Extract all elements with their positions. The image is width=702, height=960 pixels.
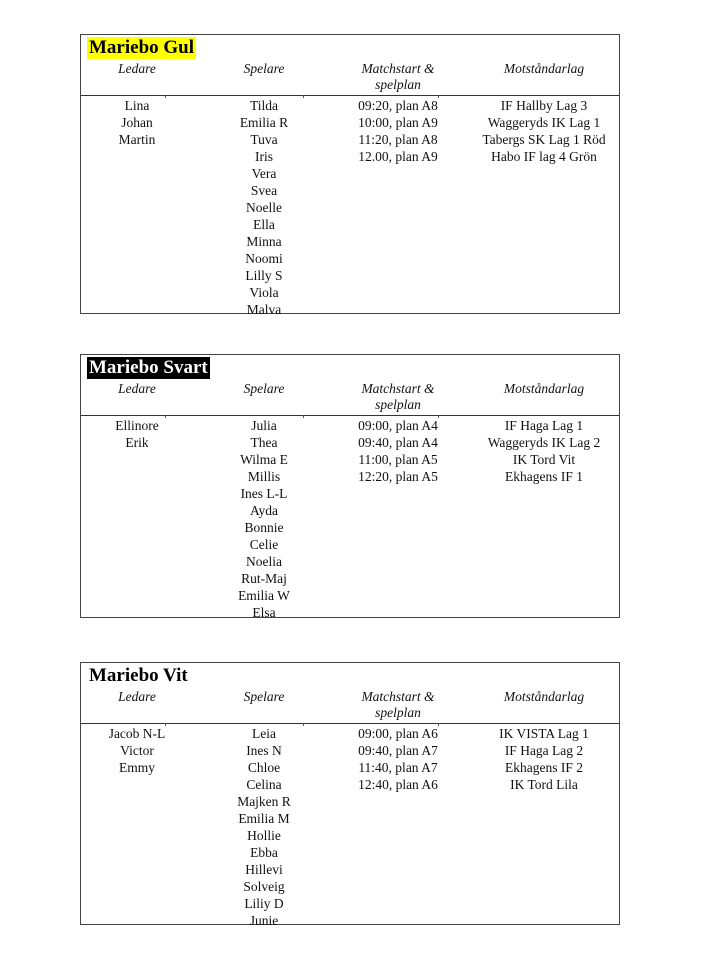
leaders-list [81, 97, 193, 148]
matches-list [331, 97, 465, 165]
match-time: 10:00, plan A9 [358, 115, 438, 130]
opponent-team: Habo IF lag 4 Grön [491, 149, 597, 164]
match-time: 09:00, plan A6 [358, 726, 438, 741]
player-name: Wilma E [240, 452, 288, 467]
header-match [331, 381, 465, 413]
player-name: Celie [249, 537, 279, 552]
players-list [211, 97, 317, 318]
header-opponents: Motståndarlag [503, 381, 585, 396]
leaders-list [81, 725, 193, 776]
header-players: Spelare [243, 61, 285, 76]
leader-name: Erik [125, 435, 149, 450]
leader-name: Ellinore [115, 418, 159, 433]
opponents-list [469, 725, 619, 793]
match-time: 12:20, plan A5 [358, 469, 438, 484]
player-name: Hollie [247, 828, 281, 843]
opponent-team: IF Haga Lag 2 [504, 743, 584, 758]
opponent-team: Ekhagens IF 1 [505, 469, 583, 484]
header-match-line2: spelplan [375, 397, 421, 412]
header-leaders: Ledare [118, 689, 156, 704]
leader-name: Johan [121, 115, 153, 130]
header-match-line2: spelplan [375, 705, 421, 720]
opponent-team: Waggeryds IK Lag 1 [487, 115, 601, 130]
player-name: Noelle [246, 200, 282, 215]
player-name: Leia [252, 726, 276, 741]
matches-list [331, 725, 465, 793]
player-name: Solveig [243, 879, 285, 894]
match-time: 11:40, plan A7 [358, 760, 438, 775]
header-opponents: Motståndarlag [503, 689, 585, 704]
opponents-list [469, 97, 619, 165]
header-match [331, 61, 465, 93]
player-name: Tilda [249, 98, 278, 113]
match-time: 09:00, plan A4 [358, 418, 438, 433]
leaders-list [81, 417, 193, 451]
player-name: Hillevi [245, 862, 283, 877]
player-name: Chloe [247, 760, 281, 775]
opponent-team: IK Tord Lila [510, 777, 578, 792]
player-name: Tuva [250, 132, 278, 147]
player-name: Minna [246, 234, 282, 249]
player-name: Noomi [245, 251, 283, 266]
player-name: Iris [255, 149, 273, 164]
header-opponents: Motståndarlag [503, 61, 585, 76]
player-name: Thea [250, 435, 278, 450]
match-time: 09:40, plan A4 [358, 435, 438, 450]
player-name: Majken R [237, 794, 291, 809]
player-name: Junie [249, 913, 279, 928]
player-name: Celina [246, 777, 282, 792]
player-name: Ines L-L [240, 486, 288, 501]
player-name: Emilia M [238, 811, 290, 826]
player-name: Millis [247, 469, 281, 484]
player-name: Noelia [246, 554, 282, 569]
header-row [81, 379, 619, 416]
player-name: Emilia W [238, 588, 290, 603]
header-match-line2: spelplan [375, 77, 421, 92]
opponent-team: IK VISTA Lag 1 [499, 726, 589, 741]
header-row [81, 59, 619, 96]
opponent-team: IF Hallby Lag 3 [500, 98, 588, 113]
leader-name: Jacob N-L [108, 726, 166, 741]
player-name: Vera [251, 166, 277, 181]
player-name: Ebba [250, 845, 278, 860]
match-time: 11:20, plan A8 [358, 132, 438, 147]
opponent-team: Tabergs SK Lag 1 Röd [482, 132, 606, 147]
player-name: Lilly S [245, 268, 283, 283]
header-match-line1: Matchstart & [361, 689, 435, 704]
opponent-team: Ekhagens IF 2 [505, 760, 583, 775]
players-list [211, 725, 317, 929]
match-time: 09:40, plan A7 [358, 743, 438, 758]
opponents-list [469, 417, 619, 485]
header-match-line1: Matchstart & [361, 381, 435, 396]
player-name: Ayda [249, 503, 278, 518]
header-row [81, 687, 619, 724]
player-name: Rut-Maj [241, 571, 287, 586]
player-name: Ines N [246, 743, 282, 758]
opponent-team: IF Haga Lag 1 [504, 418, 584, 433]
player-name: Liliy D [244, 896, 284, 911]
header-leaders: Ledare [118, 381, 156, 396]
team-table-mariebo-gul [80, 34, 620, 317]
match-time: 12:40, plan A6 [358, 777, 438, 792]
player-name: Emilia R [239, 115, 289, 130]
opponent-team: Waggeryds IK Lag 2 [487, 435, 601, 450]
player-name: Malva [246, 302, 282, 317]
leader-name: Emmy [119, 760, 155, 775]
team-table-mariebo-vit [80, 662, 620, 928]
leader-name: Victor [120, 743, 154, 758]
leader-name: Martin [118, 132, 156, 147]
match-time: 11:00, plan A5 [358, 452, 438, 467]
header-players: Spelare [243, 689, 285, 704]
team-title: Mariebo Gul [89, 37, 195, 58]
player-name: Svea [250, 183, 278, 198]
leader-name: Lina [124, 98, 150, 113]
team-title: Mariebo Svart [89, 357, 208, 378]
match-time: 12.00, plan A9 [358, 149, 438, 164]
header-match [331, 689, 465, 721]
match-time: 09:20, plan A8 [358, 98, 438, 113]
header-players: Spelare [243, 381, 285, 396]
player-name: Julia [251, 418, 277, 433]
team-table-mariebo-svart [80, 354, 620, 618]
header-leaders: Ledare [118, 61, 156, 76]
opponent-team: IK Tord Vit [512, 452, 576, 467]
header-match-line1: Matchstart & [361, 61, 435, 76]
matches-list [331, 417, 465, 485]
player-name: Elsa [252, 605, 276, 620]
players-list [211, 417, 317, 621]
player-name: Ella [253, 217, 275, 232]
player-name: Viola [249, 285, 279, 300]
team-title: Mariebo Vit [89, 665, 188, 686]
player-name: Bonnie [244, 520, 284, 535]
